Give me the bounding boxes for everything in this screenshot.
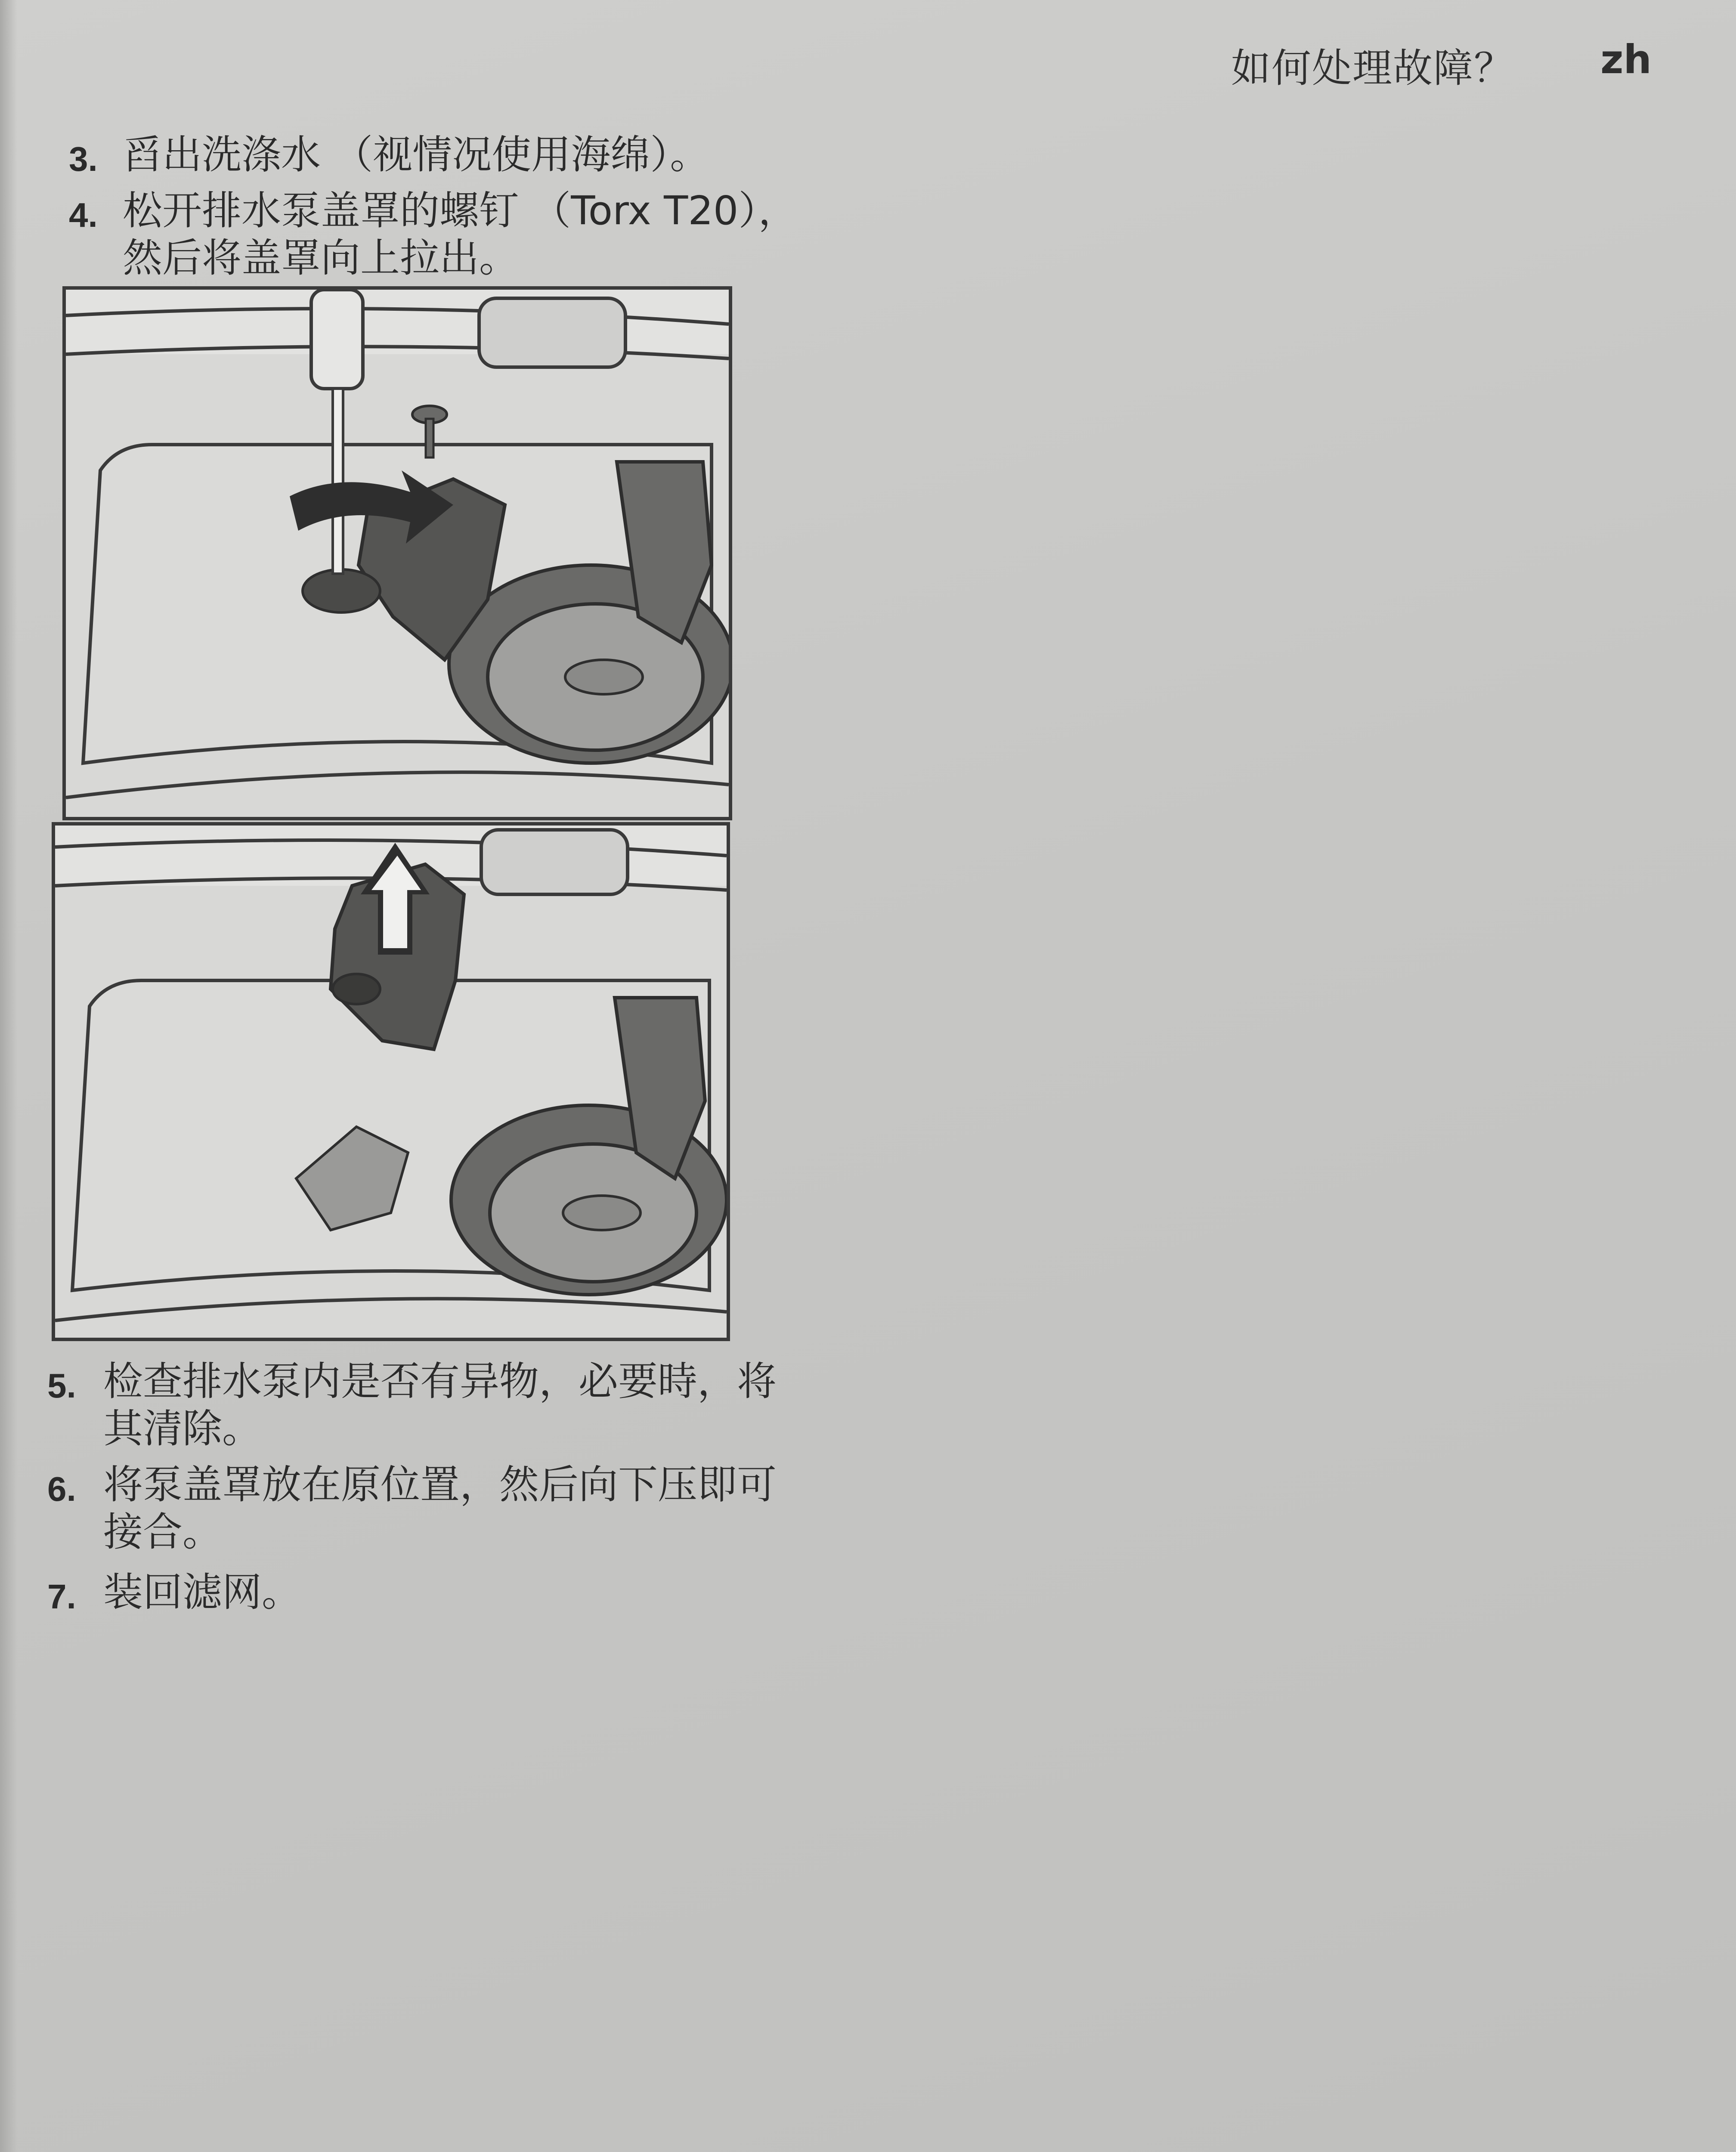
step-5 xyxy=(47,1356,857,1459)
step-text-line: 装回滤网。 xyxy=(103,1569,302,1615)
step-3 xyxy=(69,129,844,185)
step-number: 6. xyxy=(47,1470,76,1508)
step-text-line: 将泵盖罩放在原位置，然后向下压即可 xyxy=(103,1462,777,1508)
step-text-line: 接合。 xyxy=(103,1509,223,1555)
step-text-line: 其清除。 xyxy=(103,1406,262,1452)
section-title: 如何处理故障？ xyxy=(1231,45,1515,91)
step-number: 5. xyxy=(47,1367,76,1405)
step-number: 3. xyxy=(69,140,98,178)
step-6 xyxy=(47,1459,857,1562)
illustration-unscrew-svg xyxy=(66,290,729,817)
page-edge-shadow xyxy=(0,0,17,2152)
step-text-line: 舀出洗涤水 （视情况使用海绵）。 xyxy=(123,132,710,178)
step-number: 4. xyxy=(69,196,98,234)
step-7 xyxy=(47,1567,857,1623)
step-text-line: 然后将盖罩向上拉出。 xyxy=(123,235,519,281)
lift-pump-cover-illustration xyxy=(52,822,730,1341)
step-text-line: 松开排水泵盖罩的螺钉 （Torx T20）， xyxy=(123,188,798,234)
illustration-lift-svg xyxy=(55,826,727,1338)
step-4 xyxy=(69,185,844,288)
language-code: zh xyxy=(1600,37,1652,83)
unscrew-pump-cover-illustration xyxy=(62,286,732,820)
step-text-line: 检查排水泵内是否有异物，必要時，将 xyxy=(103,1358,777,1404)
step-number: 7. xyxy=(47,1577,76,1616)
